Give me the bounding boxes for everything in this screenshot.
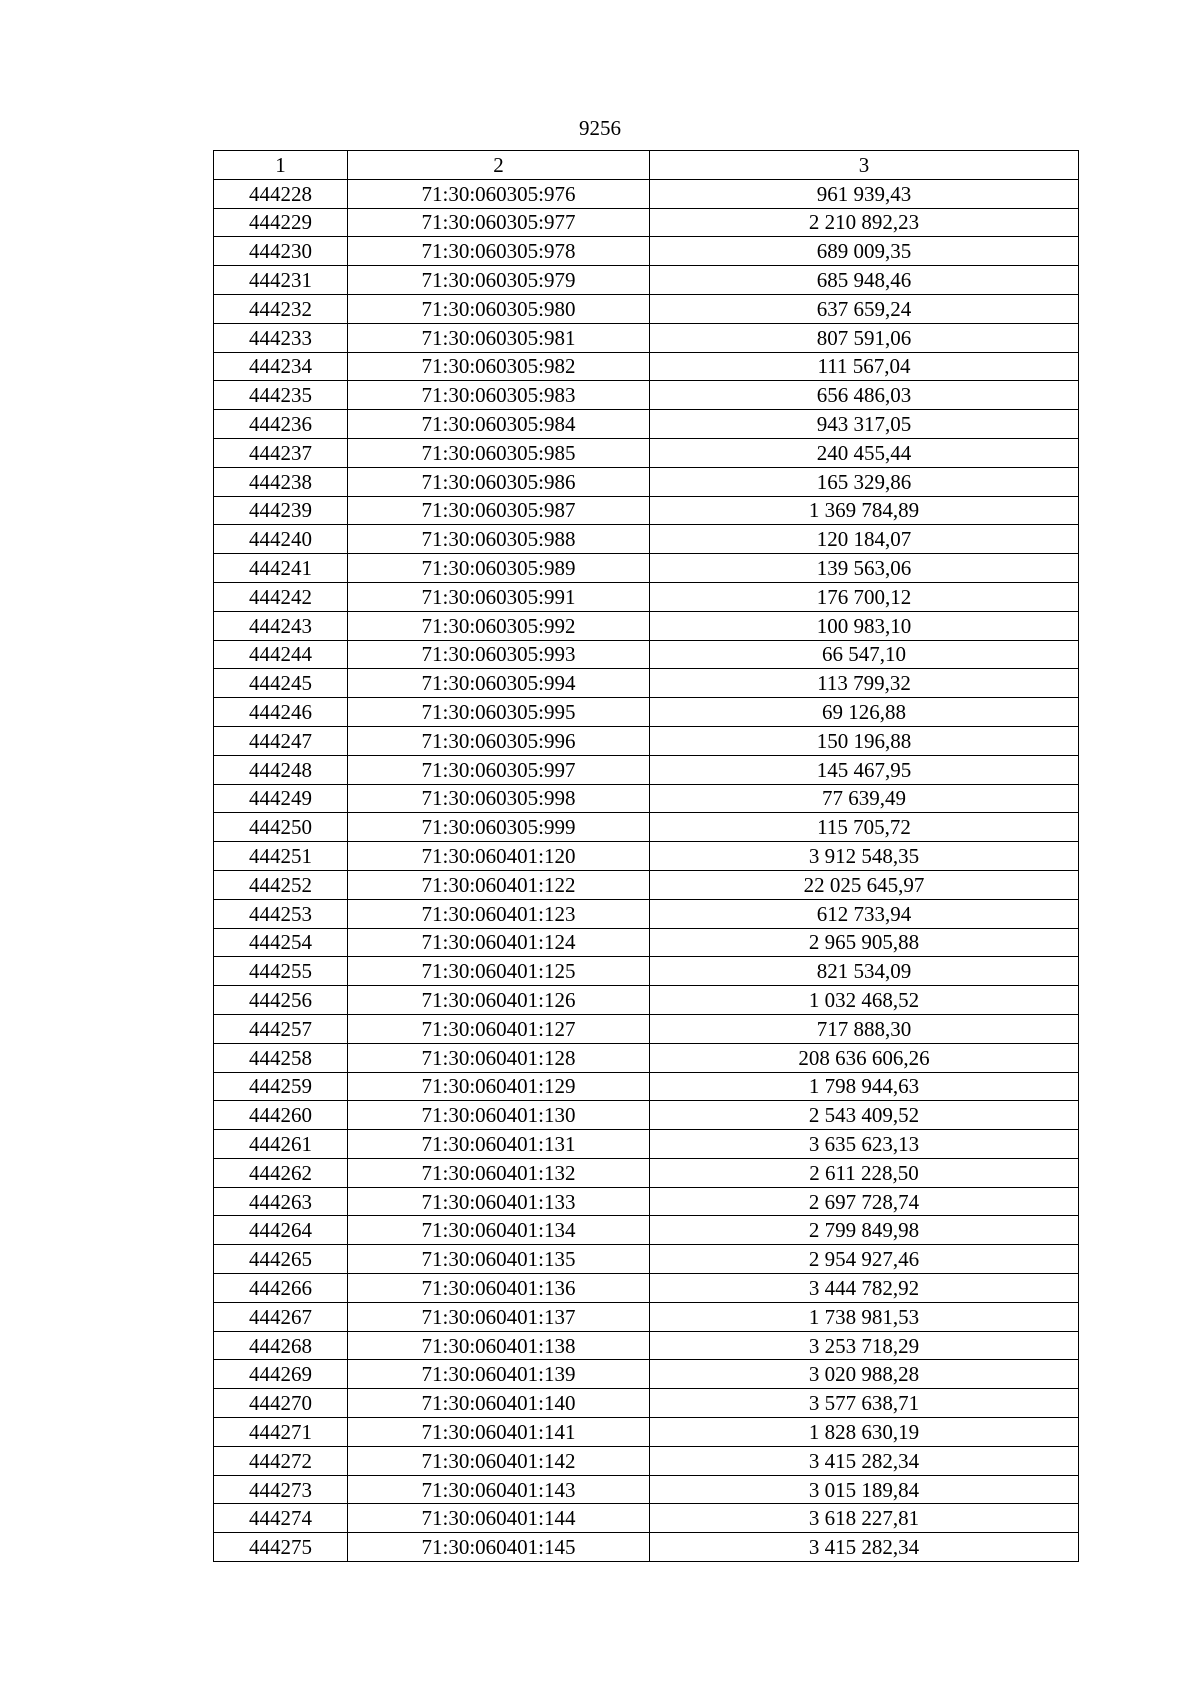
row-number-cell: 444251	[214, 842, 348, 871]
row-number-cell: 444230	[214, 237, 348, 266]
table-row	[214, 755, 1079, 784]
value-cell: 176 700,12	[650, 582, 1079, 611]
table-row	[214, 237, 1079, 266]
row-number-cell: 444270	[214, 1389, 348, 1418]
row-number-cell: 444244	[214, 640, 348, 669]
table-row	[214, 1158, 1079, 1187]
row-number-cell: 444245	[214, 669, 348, 698]
value-cell: 77 639,49	[650, 784, 1079, 813]
row-number-cell: 444232	[214, 294, 348, 323]
value-cell: 2 965 905,88	[650, 928, 1079, 957]
row-number-cell: 444238	[214, 467, 348, 496]
table-row	[214, 352, 1079, 381]
cadastral-number-cell: 71:30:060305:999	[348, 813, 650, 842]
cadastral-number-cell: 71:30:060401:127	[348, 1014, 650, 1043]
table-row	[214, 986, 1079, 1015]
table-row	[214, 496, 1079, 525]
table-row	[214, 1331, 1079, 1360]
value-cell: 3 618 227,81	[650, 1504, 1079, 1533]
cadastral-number-cell: 71:30:060305:981	[348, 323, 650, 352]
value-cell: 3 444 782,92	[650, 1274, 1079, 1303]
cadastral-number-cell: 71:30:060401:125	[348, 957, 650, 986]
table-row	[214, 1245, 1079, 1274]
cadastral-number-cell: 71:30:060401:130	[348, 1101, 650, 1130]
table-row	[214, 1043, 1079, 1072]
cadastral-number-cell: 71:30:060401:143	[348, 1475, 650, 1504]
cadastral-number-cell: 71:30:060305:977	[348, 208, 650, 237]
row-number-cell: 444272	[214, 1446, 348, 1475]
table-row	[214, 669, 1079, 698]
column-header-2: 2	[348, 151, 650, 180]
row-number-cell: 444246	[214, 698, 348, 727]
page-number: 9256	[579, 116, 621, 140]
table-row	[214, 640, 1079, 669]
table-row	[214, 1187, 1079, 1216]
cadastral-number-cell: 71:30:060401:120	[348, 842, 650, 871]
table-row	[214, 1418, 1079, 1447]
cadastral-number-cell: 71:30:060401:124	[348, 928, 650, 957]
row-number-cell: 444269	[214, 1360, 348, 1389]
row-number-cell: 444273	[214, 1475, 348, 1504]
value-cell: 2 799 849,98	[650, 1216, 1079, 1245]
value-cell: 100 983,10	[650, 611, 1079, 640]
row-number-cell: 444265	[214, 1245, 348, 1274]
value-cell: 3 015 189,84	[650, 1475, 1079, 1504]
row-number-cell: 444254	[214, 928, 348, 957]
table-row	[214, 1302, 1079, 1331]
table-row	[214, 1504, 1079, 1533]
cadastral-number-cell: 71:30:060401:140	[348, 1389, 650, 1418]
table-row	[214, 1014, 1079, 1043]
value-cell: 637 659,24	[650, 294, 1079, 323]
row-number-cell: 444259	[214, 1072, 348, 1101]
cadastral-number-cell: 71:30:060305:985	[348, 438, 650, 467]
cadastral-number-cell: 71:30:060401:134	[348, 1216, 650, 1245]
cadastral-number-cell: 71:30:060401:138	[348, 1331, 650, 1360]
cadastral-number-cell: 71:30:060401:132	[348, 1158, 650, 1187]
value-cell: 1 798 944,63	[650, 1072, 1079, 1101]
table-row	[214, 554, 1079, 583]
value-cell: 2 954 927,46	[650, 1245, 1079, 1274]
table-row	[214, 467, 1079, 496]
value-cell: 2 543 409,52	[650, 1101, 1079, 1130]
cadastral-number-cell: 71:30:060305:987	[348, 496, 650, 525]
value-cell: 66 547,10	[650, 640, 1079, 669]
value-cell: 3 020 988,28	[650, 1360, 1079, 1389]
cadastral-number-cell: 71:30:060305:992	[348, 611, 650, 640]
row-number-cell: 444258	[214, 1043, 348, 1072]
row-number-cell: 444266	[214, 1274, 348, 1303]
value-cell: 961 939,43	[650, 179, 1079, 208]
value-cell: 1 828 630,19	[650, 1418, 1079, 1447]
table-row	[214, 179, 1079, 208]
value-cell: 113 799,32	[650, 669, 1079, 698]
row-number-cell: 444261	[214, 1130, 348, 1159]
table-header-row	[214, 151, 1079, 180]
row-number-cell: 444233	[214, 323, 348, 352]
cadastral-number-cell: 71:30:060401:128	[348, 1043, 650, 1072]
table-row	[214, 611, 1079, 640]
value-cell: 165 329,86	[650, 467, 1079, 496]
cadastral-number-cell: 71:30:060305:978	[348, 237, 650, 266]
row-number-cell: 444262	[214, 1158, 348, 1187]
row-number-cell: 444252	[214, 870, 348, 899]
cadastral-number-cell: 71:30:060401:136	[348, 1274, 650, 1303]
table-row	[214, 266, 1079, 295]
cadastral-number-cell: 71:30:060305:983	[348, 381, 650, 410]
cadastral-number-cell: 71:30:060305:991	[348, 582, 650, 611]
value-cell: 656 486,03	[650, 381, 1079, 410]
cadastral-number-cell: 71:30:060401:129	[348, 1072, 650, 1101]
cadastral-number-cell: 71:30:060305:984	[348, 410, 650, 439]
value-cell: 240 455,44	[650, 438, 1079, 467]
cadastral-number-cell: 71:30:060305:986	[348, 467, 650, 496]
row-number-cell: 444268	[214, 1331, 348, 1360]
row-number-cell: 444260	[214, 1101, 348, 1130]
cadastral-number-cell: 71:30:060401:141	[348, 1418, 650, 1447]
value-cell: 3 912 548,35	[650, 842, 1079, 871]
row-number-cell: 444249	[214, 784, 348, 813]
value-cell: 2 697 728,74	[650, 1187, 1079, 1216]
table-row	[214, 208, 1079, 237]
value-cell: 2 611 228,50	[650, 1158, 1079, 1187]
row-number-cell: 444237	[214, 438, 348, 467]
row-number-cell: 444229	[214, 208, 348, 237]
row-number-cell: 444256	[214, 986, 348, 1015]
cadastral-number-cell: 71:30:060305:989	[348, 554, 650, 583]
row-number-cell: 444271	[214, 1418, 348, 1447]
cadastral-number-cell: 71:30:060401:142	[348, 1446, 650, 1475]
value-cell: 145 467,95	[650, 755, 1079, 784]
cadastral-number-cell: 71:30:060305:997	[348, 755, 650, 784]
table-row	[214, 957, 1079, 986]
value-cell: 3 253 718,29	[650, 1331, 1079, 1360]
value-cell: 1 369 784,89	[650, 496, 1079, 525]
table-row	[214, 1475, 1079, 1504]
cadastral-number-cell: 71:30:060401:131	[348, 1130, 650, 1159]
row-number-cell: 444255	[214, 957, 348, 986]
table-row	[214, 1274, 1079, 1303]
value-cell: 111 567,04	[650, 352, 1079, 381]
value-cell: 208 636 606,26	[650, 1043, 1079, 1072]
value-cell: 3 415 282,34	[650, 1446, 1079, 1475]
value-cell: 22 025 645,97	[650, 870, 1079, 899]
table-row	[214, 813, 1079, 842]
value-cell: 150 196,88	[650, 726, 1079, 755]
table-row	[214, 1130, 1079, 1159]
table-row	[214, 438, 1079, 467]
row-number-cell: 444253	[214, 899, 348, 928]
row-number-cell: 444236	[214, 410, 348, 439]
cadastral-number-cell: 71:30:060401:126	[348, 986, 650, 1015]
cadastral-number-cell: 71:30:060305:982	[348, 352, 650, 381]
value-cell: 685 948,46	[650, 266, 1079, 295]
row-number-cell: 444239	[214, 496, 348, 525]
table-row	[214, 842, 1079, 871]
table-row	[214, 525, 1079, 554]
cadastral-number-cell: 71:30:060305:979	[348, 266, 650, 295]
cadastral-number-cell: 71:30:060305:976	[348, 179, 650, 208]
table-body	[214, 179, 1079, 1561]
value-cell: 2 210 892,23	[650, 208, 1079, 237]
cadastral-number-cell: 71:30:060305:988	[348, 525, 650, 554]
data-table	[213, 150, 1079, 1562]
cadastral-number-cell: 71:30:060305:994	[348, 669, 650, 698]
table-row	[214, 410, 1079, 439]
cadastral-number-cell: 71:30:060401:139	[348, 1360, 650, 1389]
value-cell: 821 534,09	[650, 957, 1079, 986]
row-number-cell: 444257	[214, 1014, 348, 1043]
row-number-cell: 444235	[214, 381, 348, 410]
value-cell: 3 415 282,34	[650, 1533, 1079, 1562]
row-number-cell: 444228	[214, 179, 348, 208]
value-cell: 807 591,06	[650, 323, 1079, 352]
row-number-cell: 444240	[214, 525, 348, 554]
cadastral-number-cell: 71:30:060305:996	[348, 726, 650, 755]
value-cell: 1 738 981,53	[650, 1302, 1079, 1331]
row-number-cell: 444248	[214, 755, 348, 784]
row-number-cell: 444243	[214, 611, 348, 640]
value-cell: 943 317,05	[650, 410, 1079, 439]
cadastral-number-cell: 71:30:060401:144	[348, 1504, 650, 1533]
table-row	[214, 323, 1079, 352]
table-row	[214, 784, 1079, 813]
table-row	[214, 381, 1079, 410]
cadastral-number-cell: 71:30:060305:995	[348, 698, 650, 727]
table-row	[214, 1446, 1079, 1475]
table-row	[214, 1360, 1079, 1389]
row-number-cell: 444275	[214, 1533, 348, 1562]
column-header-1: 1	[214, 151, 348, 180]
table-row	[214, 698, 1079, 727]
column-header-3: 3	[650, 151, 1079, 180]
value-cell: 689 009,35	[650, 237, 1079, 266]
row-number-cell: 444274	[214, 1504, 348, 1533]
table-row	[214, 1389, 1079, 1418]
table-row	[214, 899, 1079, 928]
value-cell: 3 635 623,13	[650, 1130, 1079, 1159]
value-cell: 1 032 468,52	[650, 986, 1079, 1015]
table-row	[214, 870, 1079, 899]
cadastral-number-cell: 71:30:060305:980	[348, 294, 650, 323]
table-row	[214, 1216, 1079, 1245]
value-cell: 69 126,88	[650, 698, 1079, 727]
table-row	[214, 582, 1079, 611]
table-row	[214, 294, 1079, 323]
row-number-cell: 444267	[214, 1302, 348, 1331]
cadastral-number-cell: 71:30:060401:123	[348, 899, 650, 928]
value-cell: 3 577 638,71	[650, 1389, 1079, 1418]
row-number-cell: 444241	[214, 554, 348, 583]
cadastral-number-cell: 71:30:060401:133	[348, 1187, 650, 1216]
cadastral-number-cell: 71:30:060305:998	[348, 784, 650, 813]
row-number-cell: 444234	[214, 352, 348, 381]
row-number-cell: 444250	[214, 813, 348, 842]
value-cell: 120 184,07	[650, 525, 1079, 554]
value-cell: 139 563,06	[650, 554, 1079, 583]
row-number-cell: 444264	[214, 1216, 348, 1245]
cadastral-number-cell: 71:30:060401:135	[348, 1245, 650, 1274]
cadastral-number-cell: 71:30:060305:993	[348, 640, 650, 669]
table-row	[214, 1533, 1079, 1562]
table-row	[214, 726, 1079, 755]
table-row	[214, 1072, 1079, 1101]
row-number-cell: 444231	[214, 266, 348, 295]
value-cell: 717 888,30	[650, 1014, 1079, 1043]
value-cell: 612 733,94	[650, 899, 1079, 928]
row-number-cell: 444247	[214, 726, 348, 755]
cadastral-number-cell: 71:30:060401:122	[348, 870, 650, 899]
cadastral-number-cell: 71:30:060401:145	[348, 1533, 650, 1562]
table-row	[214, 1101, 1079, 1130]
row-number-cell: 444242	[214, 582, 348, 611]
cadastral-number-cell: 71:30:060401:137	[348, 1302, 650, 1331]
row-number-cell: 444263	[214, 1187, 348, 1216]
value-cell: 115 705,72	[650, 813, 1079, 842]
table-row	[214, 928, 1079, 957]
